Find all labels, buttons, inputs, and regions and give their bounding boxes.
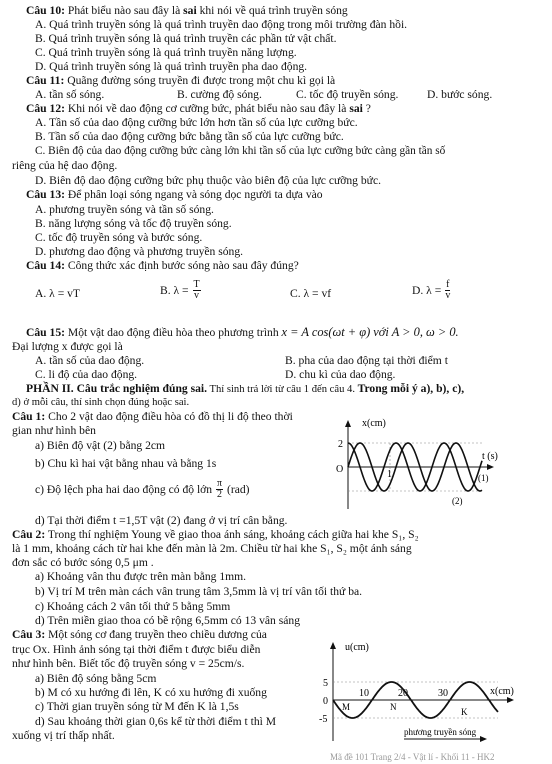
q13-option-b: B. năng lượng sóng và tốc độ truyền sóng.: [35, 217, 232, 230]
graph2-tick-10: 10: [359, 688, 369, 699]
part2-question-3-line-3: như hình bên. Biết tốc độ truyền sóng v = 25cm/s.: [12, 657, 245, 670]
q10-option-a: A. Quá trình truyền sóng là quá trình truyền dao động trong môi trường đàn hồi.: [35, 18, 408, 31]
graph1-tick-x: 1: [387, 469, 392, 480]
graph1-curve-2-label: (2): [452, 496, 463, 506]
q10-option-c: C. Quá trình truyền sóng là quá trình truyền năng lượng.: [35, 46, 297, 59]
part2-question-2-line-2: là 1 mm, khoảng cách từ hai khe đến màn là 2m. Chiều từ hai khe S₁, S₂ một ánh sáng: [12, 542, 412, 555]
q15-option-c: C. li độ của dao động.: [35, 368, 138, 381]
part2-question-2-line-3: đơn sắc có bước sóng 0,5 μm .: [12, 556, 154, 569]
p2-statement-b: b) Vị trí M trên màn cách vân trung tâm 3,5mm là vị trí vân tối thứ ba.: [35, 585, 363, 598]
q11-option-c: C. tốc độ truyền sóng.: [296, 88, 399, 101]
q14-d-fraction: $\frac{f}{v}$: [445, 279, 451, 301]
p1-statement-c: c) Độ lệch pha hai dao động có độ lớn $\frac{\pi}{2}$ (rad): [35, 478, 250, 500]
p3-statement-d-continued: xuống vị trí thấp nhất.: [12, 729, 115, 742]
question-15-stem-continued: Đại lượng x được gọi là: [12, 340, 123, 353]
graph1-y-label: x(cm): [362, 418, 386, 429]
question-13-stem: Câu 13: Để phân loại sóng ngang và sóng dọc người ta dựa vào: [26, 188, 323, 201]
question-15-stem: Câu 15: Một vật dao động điều hòa theo phương trình x = A cos(ωt + φ) với A > 0, ω > 0.: [26, 325, 459, 339]
graph-2-wave-snapshot: [318, 636, 524, 748]
question-11-stem: Câu 11: Quãng đường sóng truyền đi được trong một chu kì gọi là: [26, 74, 336, 87]
graph2-x-label: x(cm): [490, 686, 514, 697]
question-12-stem: Câu 12: Khi nói về dao động cơ cưỡng bức, phát biểu nào sau đây là sai ?: [26, 102, 371, 115]
part-2-heading: PHẦN II. Câu trắc nghiệm đúng sai. Thí sinh trả lời từ câu 1 đến câu 4. Trong mỗi ý a), b), c),: [26, 382, 465, 395]
graph2-point-m: M: [342, 702, 351, 712]
q14-option-c: C. λ = vf: [290, 287, 332, 300]
part2-question-3-line-2: trục Ox. Hình ảnh sóng tại thời điểm t được biểu diễn: [12, 643, 261, 656]
p3-statement-a: a) Biên độ sóng bằng 5cm: [35, 672, 157, 685]
p1-statement-a: a) Biên độ vật (2) bằng 2cm: [35, 439, 166, 452]
graph1-tick-y: 2: [338, 439, 343, 450]
p1-statement-d: d) Tại thời điểm t =1,5T vật (2) đang ở vị trí cân bằng.: [35, 514, 288, 527]
q12-option-c-continued: riêng của hệ dao động.: [12, 159, 118, 172]
q15-option-b: B. pha của dao động tại thời điểm t: [285, 354, 448, 367]
part2-question-2-line-1: Câu 2: Trong thí nghiệm Young về giao thoa ánh sáng, khoảng cách giữa hai khe S₁, S₂: [12, 528, 419, 541]
q12-option-d: D. Biên độ dao động cưỡng bức phụ thuộc vào biên độ của lực cưỡng bức.: [35, 174, 382, 187]
question-10-stem: Câu 10: Phát biểu nào sau đây là sai khi nói về quá trình truyền sóng: [26, 4, 348, 17]
p3-statement-b: b) M có xu hướng đi lên, K có xu hướng đi xuống: [35, 686, 267, 699]
graph2-tick-20: 20: [398, 688, 408, 699]
graph2-y-arrow: [330, 642, 336, 649]
p2-statement-a: a) Khoảng vân thu được trên màn bằng 1mm.: [35, 570, 247, 583]
q10-option-b: B. Quá trình truyền sóng là quá trình truyền các phần tử vật chất.: [35, 32, 337, 45]
q14-option-b: B. λ = $\frac{T}{v}$: [160, 279, 200, 301]
graph1-curve-1-label: (1): [478, 473, 489, 483]
q12-option-b: B. Tần số của dao động cưỡng bức bằng tần số của lực cưỡng bức.: [35, 130, 344, 143]
q12-option-c: C. Biên độ của dao động cưỡng bức càng lớn khi tần số của lực cưỡng bức càng gần tần số: [35, 145, 446, 157]
q13-option-c: C. tốc độ truyền sóng và bước sóng.: [35, 231, 203, 244]
p3-statement-c: c) Thời gian truyền sóng từ M đến K là 1,5s: [35, 700, 239, 713]
q14-b-fraction: $\frac{T}{v}$: [193, 279, 200, 301]
graph-1-two-oscillations: [332, 417, 510, 531]
part2-question-1-stem-continued: gian như hình bên: [12, 424, 96, 437]
part-2-instruction: d) ở mỗi câu, thí sinh chọn đúng hoặc sai.: [12, 397, 190, 408]
p2-statement-c: c) Khoảng cách 2 vân tối thứ 5 bằng 5mm: [35, 600, 231, 613]
q14-option-a: A. λ = vT: [35, 287, 81, 300]
graph2-direction-arrowhead: [480, 736, 487, 742]
p1-c-fraction: $\frac{\pi}{2}$: [217, 478, 223, 500]
q15-option-d: D. chu kì của dao động.: [285, 368, 396, 381]
q10-option-d: D. Quá trình truyền sóng là quá trình truyền pha dao động.: [35, 60, 308, 73]
q11-option-b: B. cường độ sóng.: [177, 88, 262, 101]
graph2-tick-pos: 5: [323, 678, 328, 689]
q12-option-a: A. Tần số của dao động cưỡng bức lớn hơn tần số của lực cưỡng bức.: [35, 116, 358, 129]
part2-question-1-stem: Câu 1: Cho 2 vật dao động điều hòa có đồ thị li độ theo thời: [12, 410, 293, 423]
graph2-tick-30: 30: [438, 688, 448, 699]
graph1-x-arrow: [487, 464, 494, 470]
graph2-point-n: N: [390, 702, 397, 712]
question-14-stem: Câu 14: Công thức xác định bước sóng nào sau đây đúng?: [26, 259, 299, 272]
part2-question-3-line-1: Câu 3: Một sóng cơ đang truyền theo chiều dương của: [12, 628, 267, 641]
p1-statement-b: b) Chu kì hai vật bằng nhau và bằng 1s: [35, 457, 217, 470]
q11-option-a: A. tần số sóng.: [35, 88, 105, 101]
p3-statement-d: d) Sau khoảng thời gian 0,6s kể từ thời điểm t thì M: [35, 715, 277, 728]
graph1-origin: O: [336, 464, 344, 475]
graph2-y-label: u(cm): [345, 642, 369, 653]
q11-option-d: D. bước sóng.: [427, 88, 493, 101]
q15-option-a: A. tần số của dao động.: [35, 354, 145, 367]
graph2-origin: 0: [323, 696, 328, 707]
page-footer: Mã đề 101 Trang 2/4 - Vật lí - Khối 11 - HK2: [330, 752, 495, 762]
graph2-point-k: K: [461, 707, 468, 717]
graph2-direction-label: phương truyền sóng: [404, 727, 477, 737]
q14-option-d: D. λ = $\frac{f}{v}$: [412, 279, 451, 301]
q13-option-d: D. phương dao động và phương truyền sóng.: [35, 245, 244, 258]
graph2-x-arrow: [507, 697, 514, 703]
q13-option-a: A. phương truyền sóng và tần số sóng.: [35, 203, 214, 216]
p2-statement-d: d) Trên miền giao thoa có bề rộng 6,5mm có 13 vân sáng: [35, 614, 301, 627]
graph2-tick-neg: -5: [319, 714, 328, 725]
graph1-y-arrow: [345, 420, 351, 427]
graph1-x-label: t (s): [482, 451, 498, 462]
